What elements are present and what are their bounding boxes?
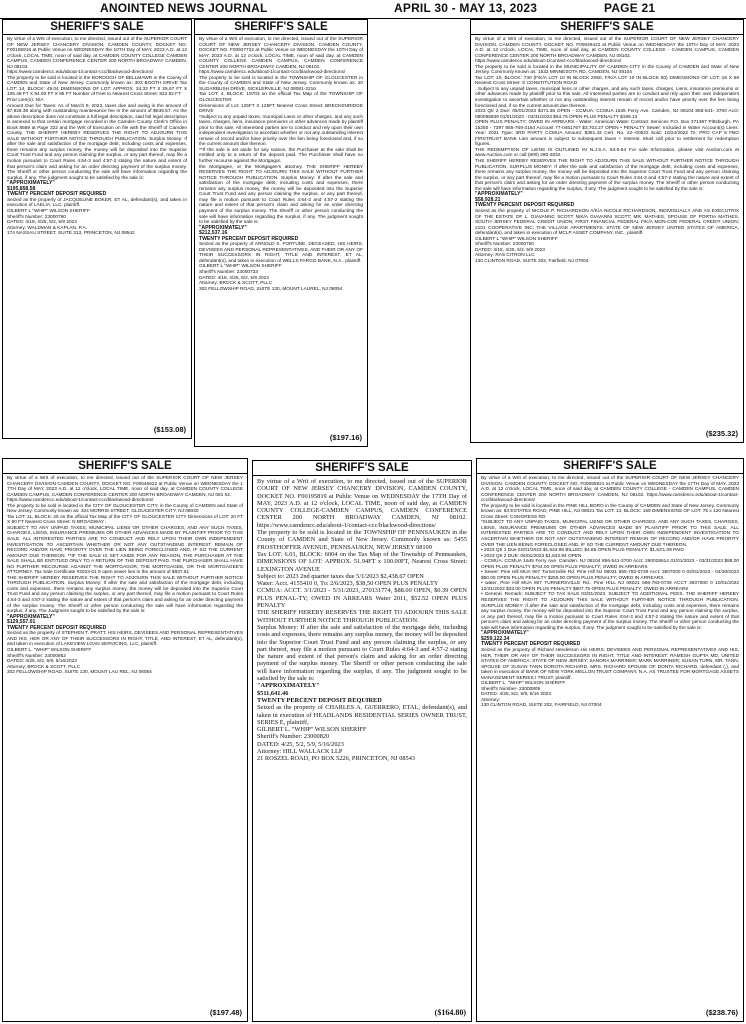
notice-paragraph: THE SHERIFF HEREBY RESERVES THE RIGHT TO ADJOURN THIS SALE WITHOUT FURTHER NOTICE THROUGH PUBLICATION. Surplus Money: If after the sale and satisfaction of the mortgage debt, including costs and expenses, there remains any surplus money, the money will be deposited into the Superior Court Trust Fund and any person claiming the surplus, or any part thereof, may file a motion pursuant to Court Rules 4:64-3 and 4:57-2 stating the nature and extent of that person's claim and asking for an order directing payment of the surplus money. The Sheriff or other person conducting the sale will have information regarding the surplus, if any. The Judgment sought to be satisfied by the sale is: (7, 575, 243, 615)
notice-paragraph: DATED: 4/25, 5/2, 5/9, 5/16 2023 (481, 692, 551, 698)
notice-paragraph: The property to be sold is located in the TOWNSHIP OF GLOUCESTER in the County of CAMDEN and State of New Jersey. Commonly known as: 20 SUGARBUSH DRIVE, SICKLERVILLE, NJ 08081-3216 (199, 75, 363, 92)
notice-title: SHERIFF'S SALE (471, 20, 743, 35)
notice-paragraph: 302 FELLOWSHIP ROAD, SUITE 130, MOUNT LAUREL, NJ 08054 (199, 286, 343, 292)
notice-paragraph: • 2023 Qtr 1 Due 02/01/2023 $1,643.95 BILLED; $4.86 OPEN PLUS PENALTY: $1,63'1.09 PAID (481, 548, 684, 554)
notice-paragraph: https://www.camdencc.edu/about-1/contact-ccc/blackwood-directions/ (7, 70, 154, 76)
notice-title: SHERIFF'S SALE (3, 20, 191, 35)
notice-paragraph: Seized as the property of Richard Henderson His HEIRS. DEVISEES AND PERSONAL REPRESENTATIVES AND HIS, HER, THEIR OR ANY OF THEIR SUCCESSORS IN RIGHT, TITLE AND INTEREST: RAMESH GUPTA MD; UNITED STATES OF AMERICA; STATE OF NEW JERSEY; SANORA MARRINER; MARK MARRINER; SUSAN TURN, MR. TANN, SPOUSE OF SUSAN TANN DOROTA RICHARD, MRS. RICHARD SPOUSE OF DONTA RICHARD, defendant (,), and taken in execution of BANK OF NEW YORK MELLON TRUST COMPANY, N.A. AS TRUSTEE FOR MORTGAGE ASSETS MANAGEMENT SERIES I TRUST, plaintiff. (481, 647, 739, 681)
notice-paragraph: Seized as the property of STEPHEN T. PRATT, HIS HEIRS, DEVISEES AND PERSONAL REPRESENTATIVES AND HIS, HER OR ANY OF THEIR SUCCESSORS IN RIGHT, TITLE, AND INTEREST, ET AL, defendant(s), and taken in execution of LAKEVIEW LOAN SERVICING, LLC, plaintiff. (7, 631, 243, 648)
notice-paragraph: Sheriff's Number- 23000809 (481, 686, 541, 692)
notice-paragraph: - CCMUA: CCMUA 1645 Ferry Ave. Camden. NJ 08104 856-541-3700 Acct: 260028614 01/01/2023 - 03/31/2023 $88.00 OPEN PLUS PENALTY $704.00 OPEN PLUS PENALTY; OWED IN ARREARS (481, 559, 739, 570)
notice-paragraph: DATED: 4/25, 5/2, 5/9, 5/16/2023 (257, 740, 344, 748)
notice-paragraph: • water, Pine Hill MUA 907 TURNERSVILLE Rd.. Pine HILL NJ 08021 656-783-0739 ACCT 3607000 0 10/01/2022 12/31/2022 $33.00 OPEN PLUS PENALTY $607.75 OPEN PLUS PENALTY; OWED IN ARREARS (481, 581, 739, 592)
notice-paragraph: By virtue of a Writ of execution, to me directed, issued out of the SUPERIOR COURT OF NEW JERSEY CHANCERY DIVISION, CAMDEN COUNTY, DOCKET NO. F00195819 at Public Venue on WEDNESDAY the 17TH Day of MAY, 2023 A.D. at 12 o'clock, LOCAL TIME, noon of said day, at CAMDEN COUNTY COLLEGE-CAMDEN CAMPUS, CAMDEN CONFERENCE CENTER 200 NORTH BROADWAY CAMDEN, NJ 08102. https://www.camdencc.edu/about-1/contact-ccc/blackwood-directions/ (257, 478, 467, 529)
notice-price: ($238.76) (705, 1008, 738, 1017)
notice-paragraph: By virtue of a Writ of execution, to me directed, issued out of the SUPERIOR COURT OF NEW JERSEY CHANCERY DIVISION, CAMDEN COUNTY, DOCKET NO. F00185918 at Public Venue on WEDNESDAY the 10TH Day of MAY, 2023 A.D. at 12 o'clock, LOCAL TIME, noon of said day, at CAMDEN COUNTY COLLEGE CAMDEN CAMPUS, CAMDEN CONFERENCE CENTER 200 NORTH BROADWAY CAMDEN, NJ 08102. (7, 37, 187, 70)
issue-dates: APRIL 30 - MAY 13, 2023 (394, 1, 538, 15)
sheriff-sale-notice-3 (470, 19, 744, 443)
notice-paragraph: GILBERT L "WHIP" WILSON SHERIFF (7, 208, 90, 214)
notice-paragraph: THE SHERIFF HEREBY RESERVES THE RIGHT TO ADJOURN THIS SALE WITHOUT FURTHER NOTICE THROUGH PUBLICATION. (257, 609, 467, 624)
notice-paragraph: TWENTY PERCENT DEPOSIT REQUIRED (7, 191, 107, 198)
notice-paragraph: Seized as the property of CHARLES A. GUERRERO, ETAL, defendant(s), and taken in execution of HEADLANDS RESIDENTIAL SERIES OWNER TRUST, SERIES E, plaintiff, (257, 704, 467, 726)
notice-paragraph: $195,858.58 (7, 185, 36, 192)
sheriff-sale-notice-5 (252, 460, 472, 1022)
notice-paragraph: SUBJECT TO ANY UNPAID TAXES, MUNICIPAL LIENS OR OTHER CHARGES, AND ANY SUCH TAXES, CHARGES, LIENS, INSURANCE PREMIUMS OR OTHER ADVANCES MADE BY PLAINTIFF PRIOR TO THIS SALE. ALL INTERESTED PARTIES ARE TO CONDUCT AND RELY UPON THEIR OWN INDEPENDENT INVESTIGATION TO ASCERTAIN WHETHER OR NOT ANY OUTSTANDING INTEREST REMAIN OF RECORD AND/OR HAVE PRIORITY OVER THE LIEN BEING FORECLOSED AND, IF SO THE CURRENT AMOUNT DUE THEREON. **IF THE SALE IS SET ASIDE FOR ANY REASON, THE PURCHASER AT THE SALE SHALL BE ENTITLED ONLY TO A RETURN OF THE DEPOSIT PAID. THE PURCHASER SHALL HAVE NO FURTHER RECOURSE AGAINST THE MORTGAGOR, THE MORTGAGEE, OR THE MORTGAGEE'S ATTORNEY. Tax Sale Certificate #2023-01 9 open sewer lien in the amount of $937.81 (7, 525, 243, 576)
sheriff-sale-notice-4 (2, 458, 248, 1022)
notice-paragraph: https://www.camdencc.edu/about-1/contact-ccc/blackwood-directions/ (475, 59, 622, 65)
notice-paragraph: Dimensions of Lot: 125FT X 125FT Nearest Cross Street: BRECKENRIDGE DRIVE (199, 103, 363, 115)
notice-paragraph: Seized as the property of ARNOLD S. FORTUNE, DECEASED, HIS HEIRS, DEVISEES AND PERSONAL REPRESENTATIVES, AND THEIR OR ANY OF THEIR SUCCESSORS IN RIGHT, TITLE AND INTEREST, ET AL, defendant(s), and taken in execution of WELLS FARGO BANK, N.A., plaintiff. (199, 242, 363, 264)
notice-paragraph: $58,928.21 (475, 196, 501, 203)
notice-paragraph: By virtue of a Writ of execution, to me directed, issued out of the SUPERIOR COURT OF NEW JERSEY CHANCERY DIVISION CAMDEN COUNTY, DOCKET NO. F00646622 at Public Venue on WEDNESDAY the 1 7TH Day of MAY, 2023 A.D. at 12 o'clock, LOCAL TIME, noon of said day, at CAMDEN COUNTY COLLEGE CAMDEN CAMPUS, CAMDEN CONFERENCE CENTER 200 NORTH BROADWAY CAMDEN, NJ 081 02. (7, 476, 243, 498)
notice-price: ($153.08) (153, 425, 186, 434)
notice-paragraph: The property to be sold is located in the BOROUGH OF BELLMAWR in the County of CAMDEN and State of New Jersey. Commonly known as: 303 BOOTH DRIVE Tax LOT: 14, BLOCK: 49.04 DIMENSIONS OF LOT: APPROX. 34.33 FT X 25.67 FT X 105.48 FT X 94.93 FT X 95 FT Number of Feet to Nearest Cross Street: 822.82 FT (7, 75, 187, 98)
notice-paragraph: DATED: 4/25, 5/2, 5/9, 5/16/2023 (7, 659, 77, 665)
notice-body (253, 476, 471, 763)
notice-paragraph: Seized as the property of NICOLE P. RICHARDSON A/K/A NICOLE RICHARDSON, INDIVIDUALLY AND AS EXECUTRIX OF THE ESTATE OF L. GIAVANNC SCOTT N/K/A GIAVANNI SCOTT; MR. MATHES, SPOUSE OF PORTIA MATHES, SOUTH JERSEY FEDERAL CREDIT UNION; FIRST FINANCIAL FEDERAL F/K/A MON-COE FEDERAL CREDIT UNION; 2101 COOPERATIVE INC; THE VILLAGE APARTMENTS; STATE OF NEW JERSEY UNITED STATES OF AMERICA, defendant(s), and taken in execution of MCLP ASSET COMPANY, INC., plaintiff. (475, 208, 739, 237)
notice-paragraph: Attorney: WALDMAN & KAPLAN, P.A. (7, 225, 87, 231)
notice-paragraph: Attorney: (481, 697, 501, 703)
notice-body (477, 474, 743, 709)
notice-paragraph: GILBERT L "WHIP" WILSON SHERIFF (199, 264, 282, 270)
notice-paragraph: Tax LOT: 4, BLOCK: 19703 on the official Tax Map of the TOWNSHIP OF GLOUCESTER (199, 92, 363, 104)
sheriff-sale-notice-1 (2, 19, 192, 439)
notice-paragraph: the Mortgagee, or the Mortgagee's attorney. THE SHERIFF HEREBY RESERVES THE RIGHT TO ADJOURN THIS SALE WITHOUT FURTHER NOTICE THROUGH PUBLICATION. Surplus Money: If after the sale and satisfaction of the mortgage debt, including costs and expenses, there remains any surplus money, the money will be deposited into the Superior Court Trust Fund and any person claiming the surplus, or any part thereof, may file a motion pursuant to Court Rules 4:64-3 and 4:57-2 stating the nature and extent of that person's claim and asking for an order directing payment of the surplus money. The Sheriff or other person conducting the sale will have information regarding the surplus, if any. The judgment sought to be satisfied by the sale is: (199, 164, 363, 226)
notice-paragraph: . Subject to any unpaid taxes, municipal liens or other charges, and any such taxes, charges, Liens, insurance premiums or other advances made by plaintiff prior to this sale. All interested parties are to conduct and rely upon their own independent investigation to ascertain whether or not any outstanding interest remain of record and/or have priority over the lien being foreclosed and, if so the current amount due thereon. (475, 86, 739, 109)
notice-paragraph: • General. Remark: SUBJECT TO TAX SALE 03/31/2023. SUBJECT TO ADDITIONAL FEES. THE SHERIFF HEREBY RESERVES THE RIGHT TO ADJOURN THIS SALE WITHOUT FURTHER NOTICE THROUGH PUBLICATION. SURPLUS MONEY: if after the sale and satisfaction of the mortgage debt, including costs and expenses, there remains any surplus money, the money will be deposited into the Superior Court Trust Fund and any person claiming the surplus, or any part thereof, may file a motion pursuant to Court Rules 4:64-3 and 4:57-2 stating the nature and extent of that person's claim and asking for an order directing payment of the surplus money. The Sheriff or other person conducting the sale will have information regarding the surplus, if any. The judgment sought to be satisfied by the sale is: (481, 592, 739, 631)
notice-paragraph: TWENTY PERCENT DEPOSIT REQUIRED (475, 202, 575, 209)
notice-paragraph: TWENTY PERCENT DEPOSIT REQUIRED (199, 235, 299, 242)
notice-body (3, 474, 247, 676)
notice-paragraph: https://www.camdencc.edu/about-1/contact-ccc/blackwood-directions/ (199, 70, 346, 76)
notice-paragraph: 302 FELLOWSHIP ROAD, SUITE 130, MOUNT LAU REL, NJ 08054 (7, 670, 152, 676)
notice-paragraph: GILBERT L "WHIP" WILSON SHERIFF (475, 236, 558, 242)
notice-title: SHERIFF'S SALE (477, 459, 743, 474)
notice-paragraph: "APPROXIMATELY" (257, 682, 320, 690)
notice-paragraph: $259,122.34 (481, 635, 510, 642)
notice-paragraph: By virtue of a Writ of execution, to me directed, issued out of the SUPERIOR COURT OF NEW JERSEY CHANCERY DIVISION, CAMDEN COUNTY, DOCKET NO. F00927722 at Public Venue on WEDNESDAY the 10TH Day of MAY, 2023 A.D. at 12 o'clock, LOCAL TIME, noon of said day, at CAMDEN COUNTY COLLEGE CAMDEN CAMPUS, CAMDEN CONFERENCE CENTER 200 NORTH BROADWAY CAMDEN, NJ 08102. (199, 37, 363, 70)
notice-paragraph: $212,537.16 (199, 230, 228, 237)
notice-title: SHERIFF'S SALE (253, 461, 471, 476)
notice-paragraph: "APPROXIMATELY" (475, 191, 523, 198)
notice-paragraph: OPEN PLUS PENALTY; OWED IN ARREARS - Water: American Water Contract Services P.O. Box 371397 Pittsburgh, PA 15250 - 7397 855-769-3164 Account 77-046176? $3,702.27 OPEN • PENALTY Sewer: Included in Water Account(s) Liens: Year: 2021 Type: 3RD PARTY CCMUA Amount: $381.42 Cert. No. 22--00522 Sold: 10/24/2022 To: PRO CAP 8 FBO FIRSTRUST BANK Lien amount is subject to subsequent taxes + Interest. Must call prior to settlement for redemption figures. (475, 120, 739, 148)
notice-paragraph: "APPROXIMATELY" (7, 180, 55, 187)
notice-paragraph: 174 NASSAU STREET, SUITE 313, PRINCETON, NJ 08542 (7, 231, 135, 237)
notice-paragraph: Seized as the property of JACQUELINE BOKER, ET AL, defendant(s), and taken in execution of LAELIA, LLC, plaintiff. (7, 197, 187, 209)
notice-paragraph: Sheriff's Number: 23000790 (7, 214, 66, 220)
notice-paragraph: Attorney: BROCK & SCOTT, PLLC (199, 281, 273, 287)
notice-paragraph: DATED: 4/18, 4/25, 5/2, 5/9 2023 (7, 220, 77, 226)
notice-title: SHERIFF'S SALE (195, 20, 367, 35)
notice-paragraph: "APPROXIMATELY" (7, 613, 55, 620)
notice-paragraph: 130 CLINTON ROAD, SUITE 202, Fairfield, NJ 07004 (475, 258, 589, 264)
notice-paragraph: TWENTY PERCENT DEPOSIT REQUIRED (7, 624, 107, 631)
page-number: PAGE 21 (604, 1, 656, 15)
notice-title: SHERIFF'S SALE (3, 459, 247, 474)
notice-paragraph: 2023 Qtr 2 Due: 05/01/2023 $471.38 OPEN - CCMUA: CCMUA 1645 Ferry Ave. Camden, NJ 08104 856-541- 3700 Acct: 080095839 01/01/2023 - 03/31/2023 $54.75 OPEN PLUS PENALTY $199.13 (475, 109, 739, 120)
notice-paragraph: Sheriff's Number: 23000750 (475, 242, 534, 248)
notice-paragraph: "SUBJECT TO ANY UNPAID TAXES, MUNICIPAL LIENS OR OTHER CHARGES, AND ANY SUCH TAXES, CHARGES, LIENS, INSURANCE PREMIUMS OR OTHER ADVANCES MADE BY PLAINTIFF PRIOR TO THIS SALE. ALL INTERESTED PARTIES ARE TO CONDUCT AND RELY UPON THEIR OWN INDEPENDENT INVESTIGATION TO ASCERTAIN WHETHER OR NOT ANY OUTSTANDING INTEREST REMAIN OF RECORD AND/OR HAVE PRIORITY OVER THE LIEN BEING FORECLOSED AND, IF SO THE CURRENT AMOUNT DUE THEREON. (481, 520, 739, 548)
notice-paragraph: Sheriff's Number: 23000862 (7, 653, 66, 659)
notice-body (471, 35, 743, 264)
notice-paragraph: $511,641.46 (257, 689, 289, 697)
sheriff-sale-notice-6 (476, 458, 744, 1022)
notice-paragraph: DATED: 4/18, 4/25, 5/2, 5/9 2023 (475, 247, 545, 253)
notice-paragraph: The property to be sold is located in the CITY OF GLOUCESTER CITY, in the County of CAMDEN and State of New Jersey. Commonly known as: 324 MORRIS STREET, GLOUCESTER CITY, NJ 08030 (7, 503, 243, 515)
notice-paragraph: THE REDEMPTION OF LIENS IS OUTLINED IN N.J.S.A. 54:5-54 For sale Information, please visit Auction.com at www.Auction.com or call (800) 280-2832. (475, 147, 739, 159)
notice-paragraph: "APPROXIMATELY" (481, 630, 529, 637)
notice-paragraph: 21 ROSZEL ROAD, PO BOX 5226, PRINCETON, NJ 08543 (257, 755, 416, 763)
notice-paragraph: DATED: 4/18, 4/25, 5/2, 5/9 2023 (199, 275, 269, 281)
notice-paragraph: By virtue of a Writ of execution, to me directed, issued out of the SUPERIOR COURT OF NEW JERSEY CHANCERY DIVISION, CAMDEN COUNTY, DOCKET NO. F00849422 at Public Venue on WEDNESDAY the 10TH Day of MAY, 2023 A.D. at 12 o'clock, LOCAL TIME, noon of said day, at CAMDEN COUNTY COLLEGE - CAMDEN CAMPUS, CAMDEN CONFERENCE CENTER 200 NORTH BROADWAY CAMDEN, NJ 08102. (475, 37, 739, 59)
notice-price: ($197.16) (329, 433, 362, 442)
page-header (0, 0, 746, 19)
notice-paragraph: By virtue of a Writ of execution, to me directed, issued out of the SUPERIOR COURT OF NEW JERSEY CHANCERY DIVISION. CAMDEN COUNTY. DOCKET NO. F00655921 at Public Venue on WEDNESDAY the 17TH Day of MAY, 2023 A.D. at 12 o'clock, LOCAL TIME, noon of said day, at CAMDEN COUNTY COLLEGE - CAMDEN CAMPUS, CAMDEN CONFERENCE CENTER 200 NORTH BROADWAY CAMDEN, NJ 08102. https://www.camdencc.edu/about-1/contact-ccc/blackwood-directions/ (481, 476, 739, 504)
publication-name: ANOINTED NEWS JOURNAL (100, 1, 268, 15)
notice-paragraph: 130 CLINTON ROAD, SUITE 202, FAIRFIELD, NJ 07004 (481, 703, 602, 709)
notice-paragraph: "APPROXIMATELY" (199, 224, 247, 231)
notice-paragraph: GILBERT L. "WHIP" WILSON SHERIFF (7, 647, 92, 653)
notice-paragraph: TWENTY PERCENT DEPOSIT REQUIRED (257, 696, 382, 704)
notice-paragraph: Tax LOT: 6.01, BLOCK: 6004 on the Tax Map of the Township of Pennsauken, DIMENSIONS OF LOT: APPROX. 51.94FT x 100.00FT, Nearest Cross Street: LEXINGTON AVENUE (257, 550, 467, 573)
notice-paragraph: $129,557.01 (7, 619, 36, 626)
notice-price: ($235.32) (705, 429, 738, 438)
notice-paragraph: The property to be sold is located in the TOWNSHIP OF PENNSAUKEN in the County of CAMDEN and State of New Jersey. Commonly known as: 5455 FROSTHOFFER AVENUE, PENNSAUKEN, NEW JERSEY 08109 (257, 529, 467, 551)
notice-paragraph: https://www.camdencc.edu/about-1/contact-ccc/blackwood-directions/ (7, 498, 154, 504)
sheriff-sale-notice-2 (194, 19, 368, 447)
notice-paragraph: Subject to: 2023 2nd quarter taxes due 5/1/2023 $2,438.67 OPEN (257, 572, 424, 580)
notice-body (3, 35, 191, 237)
notice-paragraph: GILBERT L. "WHIP" WILSON SHERIFF (481, 681, 566, 687)
notice-paragraph: Amount Due for Taxes: As of March 9, 2023, taxes due and owing in the amount of $7,928.38 along with outstanding maintenance fee in the amount of $639.57. As the above description does not constitute a full legal description, said full legal description is annexed to that certain mortgage recorded in the Camden County Clerk's Office in Book 8569 at Page 322 and the Writ of Execution on file with the Sheriff of Camden County. THE SHERIFF HEREBY RESERVES THE RIGHT TO ADJOURN THIS SALE WITHOUT FURTHER NOTICE THROUGH PUBLICATION. Surplus Money: If after the sale and satisfaction of the mortgage debt, including costs and expenses, there remains any surplus money, the money will be deposited into the Superior Court Trust Fund and any person claiming the surplus, or any part thereof, may file a motion pursuant to Court Rules 4:64-3 and 4:57-2 stating the nature and extent of that person's claim and asking for an order directing payment of the surplus money. The Sheriff or other person conducting the sale will have information regarding the surplus, if any. The judgment sought to be satisfied by the sale is: (7, 103, 187, 181)
notice-paragraph: THE SHERIFF HEREBY RESERVES THE RIGHT TO ADJOURN THIS SALE WITHOUT FURTHER NOTICE THROUGH PUBLICATION. SURPLUS MONEY: If after the sale and satisfaction of the mortgage debt, including costs and expenses, there remains any surplus money, the money will be deposited into the Superior Court Trust Fund and any person claiming the surplus, or any part thereof, may file a motion pursuant to Court Rules 4:64-3 and 4:57-2 stating the nature and extent of that person's claim and asking for an order directing payment of the surplus money. The Sheriff or other person conducting the sale will have information regarding the surplus, if any. The judgment sought to be satisfied by the sale is: (475, 159, 739, 192)
notice-price: ($164.80) (434, 1008, 466, 1017)
notice-price: ($197.48) (209, 1008, 242, 1017)
notice-paragraph: GILBERT L. "WHIP" WILSON SHERIFF (257, 726, 367, 734)
notice-paragraph: • Sewer: Pine Hill MUA 907 Turnersville Rd. Pine Hill NJ 08021 856-783-0739 Acct: 3607000 0 02/01/2023 - 04/30/2023 $50.00 OPEN PLUS PENALTY $250.00 OPEN PLUS PENALTY; OWED IN ARREARS (481, 570, 739, 581)
notice-body (195, 35, 367, 292)
notice-paragraph: *Subject to any unpaid taxes, municipal Liens or other charges, and any such taxes, charges, liens, insurance premiums or other advances made by plaintiff prior to this sale. All interested parties are to conduct and rely upon their own independent investigation to ascertain whether or not any outstanding interest remain of record and/or have priority over the lien being foreclosed and, if so the current amount due thereon. (199, 114, 363, 148)
notice-paragraph: Tax LOT: 10, BLOCK: 730 (F/K/A LOT 10 IN BLOCK 2050, F/K/A LOT 10 IN BLOCK 50) DIMENSIONS OF LOT: 18 X 69 Nearest Cross Street: S CONSTITUTION ROAD (475, 75, 739, 87)
notice-paragraph: CCMUA: ACCT. 3/1/2023 - 5/31/2023, 270131774, $88.00 OPEN, $0.39 OPEN PLUS PENAL-TY; OWED IN ARREARS Water 2011, $52.52 OPEN PLUS PENALTY (257, 587, 467, 610)
notice-paragraph: The property to be sold is located in the PINE HILL BORO in the County of CAMDEN and State of New Jersey. Commonly known as: 83 ESTATES ROAD, PINE HILL, NJ 08021 Tax LOT: 14, BLOCK: 159 DIMENSIONS OF LOT: 75 x 120 Nearest Cross Street: CONGRESS RD (481, 503, 739, 520)
notice-paragraph: Sheriff's Number: 23000733 (199, 269, 258, 275)
notice-paragraph: Water: Acct. 4155410 0, To: 2/6/2023, $38,50 OPEN PLUS PENALTY (257, 580, 439, 588)
notice-paragraph: Attorney: HILL WALLACK LLP (257, 747, 343, 755)
notice-paragraph: Sheriff's Number: 23000820 (257, 733, 330, 741)
notice-paragraph: Attorney: RAS CITRON LLC (475, 253, 535, 259)
notice-paragraph: Tax LOT: 11, BLOCK: 25 on the official Tax Map of the CITY OF GLOUCESTER CITY Dimensions of LOT: 20 FT X 90 FT Nearest Cross Street: N BROADWAY . (7, 514, 243, 526)
notice-paragraph: The property to be sold is located in the MUNICIPALITY OF CAMDEN CITY in the County of CAMDEN and State of New Jersey. Commonly known as: 1532 MINNESOTA RD, CAMDEN, NJ 08104 (475, 64, 739, 76)
notice-paragraph: Prior Lien(s): N/A (7, 98, 44, 104)
notice-paragraph: • 2023 Qtr 2 DUE: 05/01/2023 $1,643.94 OPEN (481, 553, 582, 559)
notice-paragraph: TWENTY PERCENT DEPOSIT REQUIRED (481, 641, 581, 648)
notice-paragraph: Attorney: BROCK & SCOTT, PLLC (7, 664, 81, 670)
notice-paragraph: **If the sale is set aside for any reason, the Purchaser at the sale shall be entitled only to a return of the deposit paid. The Purchaser shall have no further recourse against the Mortgagor, (199, 147, 363, 165)
notice-paragraph: Surplus Money: If after the sale and satisfaction of the mortgage debt, including costs and expenses, there remains any surplus money, the money will be deposited into the Superior Court Trust Fund and any person claiming the surplus, or any part thereof, may file a motion pursuant to Court Rules 4:64-3 and 4:57-2 stating the nature and extent of that person's claim and asking for an order directing payment of the surplus money. The Sheriff or other person conducting the sale will have information regarding the surplus, if any. The judgment sought to be satisfied by the sale is: (257, 623, 467, 683)
